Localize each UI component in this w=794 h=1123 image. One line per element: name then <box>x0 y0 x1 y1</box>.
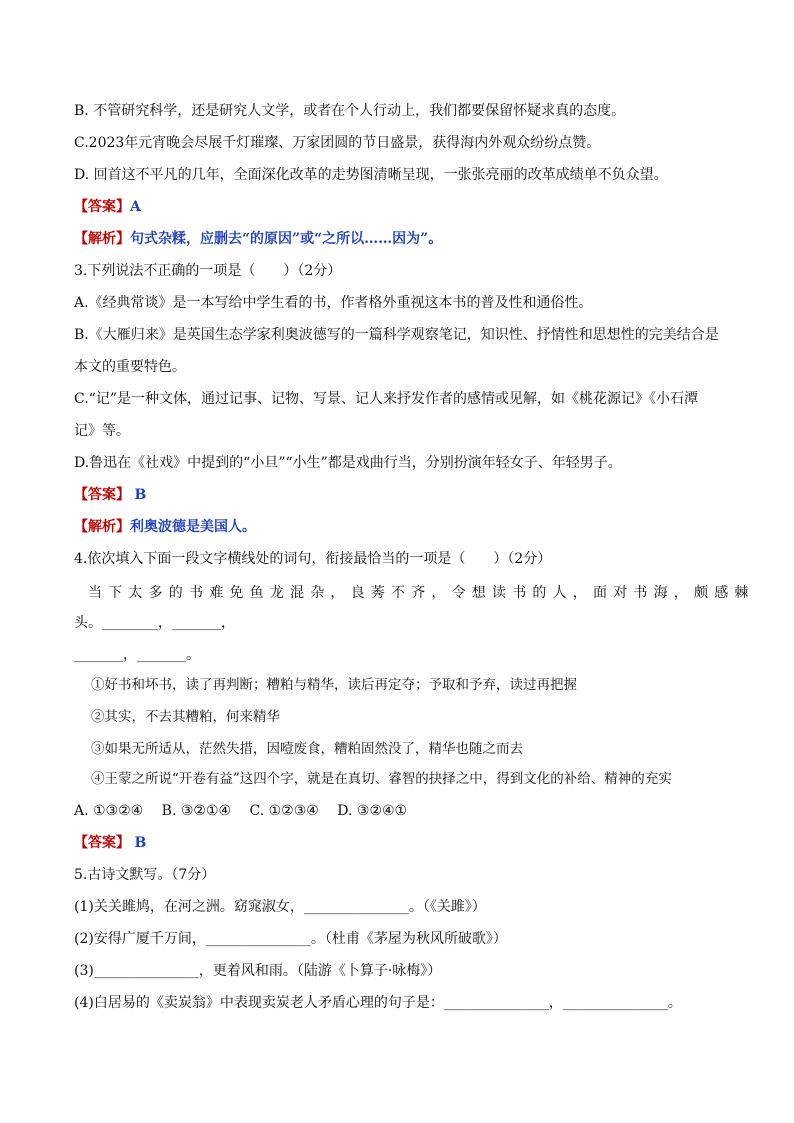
q4-sentence-2: ②其实，不去其糟粕，何来精华 <box>91 709 280 725</box>
q4-options: A. ①③②④ B. ③②①④ C. ①②③④ D. ③②④① <box>74 803 408 819</box>
q4-passage-line3: _______，_______。 <box>74 647 200 663</box>
q2-option-b: B. 不管研究科学，还是研究人文学，或者在个人行动上，我们都要保留怀疑求真的态度。 <box>74 103 626 119</box>
q5-stem: 5.古诗文默写。（7分） <box>74 867 216 883</box>
q4-passage-line1: 当下太多的书难免鱼龙混杂，良莠不齐，令想读书的人，面对书海，颇感棘 <box>88 585 755 601</box>
q5-item-4: (4)白居易的《卖炭翁》中表现卖炭老人矛盾心理的句子是：_______________，_______________。 <box>74 995 682 1011</box>
q3-explanation <box>74 518 256 536</box>
q4-answer <box>74 834 146 852</box>
q3-option-b-line1: B.《大雁归来》是英国生态学家利奥波德写的一篇科学观察笔记，知识性、抒情性和思想性的完美结合是 <box>74 327 719 343</box>
q4-passage-line2: 头。________，_______， <box>74 615 235 631</box>
q2-explanation <box>74 230 442 248</box>
answer-value: A <box>130 199 141 215</box>
q2-option-d: D. 回首这不平凡的几年，全面深化改革的走势图清晰呈现，一张张亮丽的改革成绩单不负众望。 <box>74 167 668 183</box>
explanation-text: 利奥波德是美国人。 <box>130 519 256 535</box>
q3-option-b-line2: 本文的重要特色。 <box>74 359 186 375</box>
q4-sentence-3: ③如果无所适从，茫然失措，因噎废食，糟粕固然没了，精华也随之而去 <box>91 741 523 757</box>
explanation-tag: 【解析】 <box>74 231 130 247</box>
q3-option-c-line1: C.“记”是一种文体，通过记事、记物、写景、记人来抒发作者的感情或见解，如《桃花源记》《小石潭 <box>74 391 698 407</box>
q3-option-d: D.鲁迅在《社戏》中提到的“小旦”“小生”都是戏曲行当，分别扮演年轻女子、年轻男子。 <box>74 455 622 471</box>
q5-item-3: (3)_______________，更着风和雨。（陆游《卜算子·咏梅》） <box>74 963 442 979</box>
q4-stem: 4.依次填入下面一段文字横线处的词句，衔接最恰当的一项是（ ）（2分） <box>74 551 552 567</box>
q2-answer <box>74 198 141 216</box>
q5-item-1: (1)关关雎鸠，在河之洲。窈窕淑女，_______________。（《关雎》） <box>74 899 486 915</box>
answer-value: B <box>134 835 147 851</box>
q3-option-c-line2: 记》等。 <box>74 423 130 439</box>
answer-value: B <box>134 487 147 503</box>
q4-sentence-4: ④王蒙之所说“开卷有益”这四个字，就是在真切、睿智的抉择之中，得到文化的补给、精神的充实 <box>91 771 672 787</box>
explanation-tag: 【解析】 <box>74 519 130 535</box>
q2-option-c: C.2023年元宵晚会尽展千灯璀璨、万家团圆的节日盛景，获得海内外观众纷纷点赞。 <box>74 135 601 151</box>
q5-item-2: (2)安得广厦千万间，_______________。（杜甫《茅屋为秋风所破歌》） <box>74 931 507 947</box>
q4-sentence-1: ①好书和坏书，读了再判断；糟粕与精华，读后再定夺；予取和予弃，读过再把握 <box>91 677 577 693</box>
q3-stem: 3.下列说法不正确的一项是（ ）（2分） <box>74 263 342 279</box>
answer-tag: 【答案】 <box>74 835 130 851</box>
q3-option-a: A.《经典常谈》是一本写给中学生看的书，作者格外重视这本书的普及性和通俗性。 <box>74 295 593 311</box>
answer-tag: 【答案】 <box>74 487 130 503</box>
q3-answer <box>74 486 146 504</box>
answer-tag: 【答案】 <box>74 199 130 215</box>
explanation-text: 句式杂糅，应删去“的原因”或“之所以……因为”。 <box>130 231 443 247</box>
